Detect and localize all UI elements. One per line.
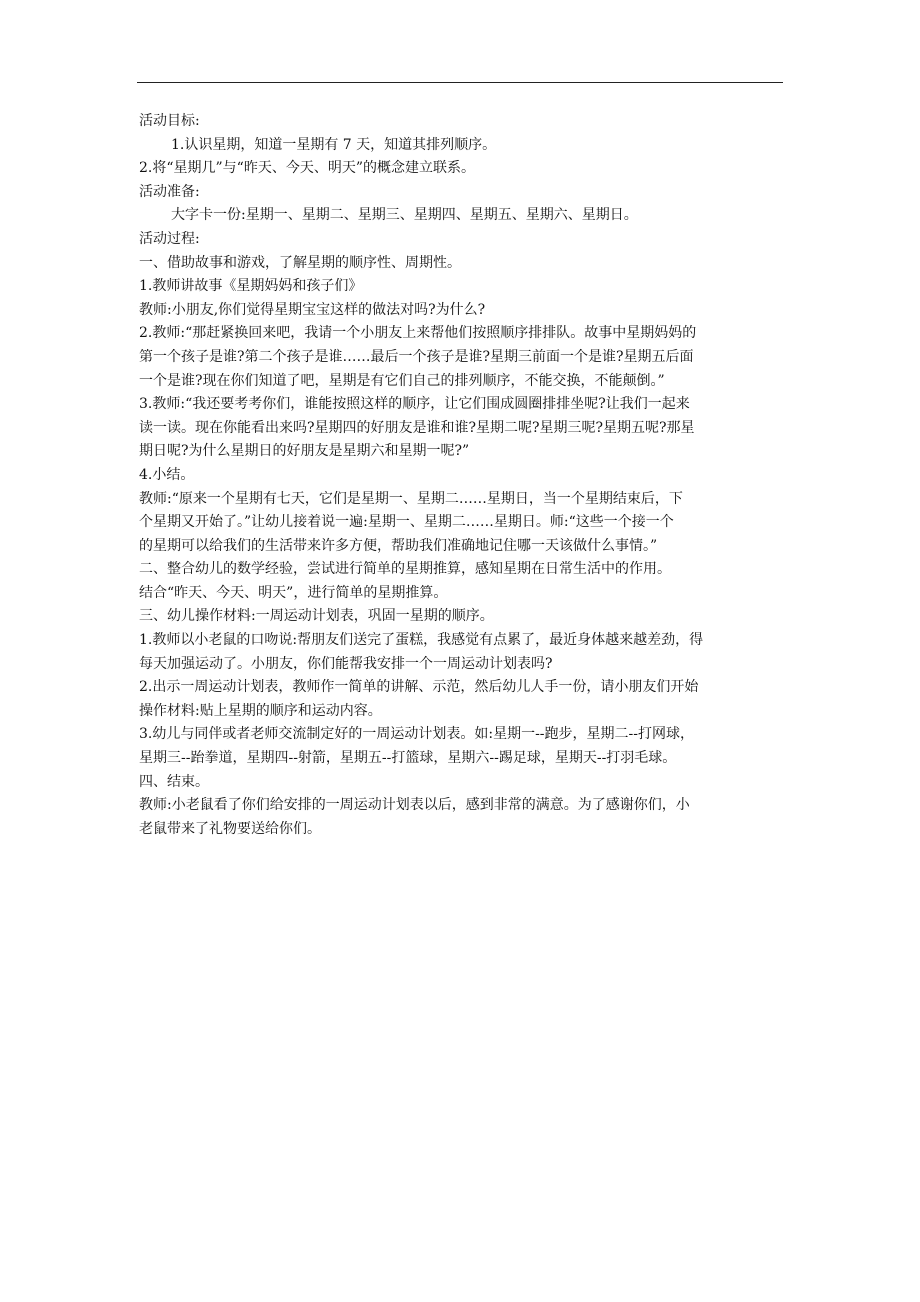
- text-line: 1.教师以小老鼠的口吻说:帮朋友们送完了蛋糕，我感觉有点累了，最近身体越来越差劲，得: [139, 632, 704, 649]
- text-line: 3.教师:“我还要考考你们，谁能按照这样的顺序，让它们围成圆圈排排坐呢?让我们一起来: [139, 396, 690, 413]
- document-body: [139, 110, 785, 841]
- text-line: 每天加强运动了。小朋友，你们能帮我安排一个一周运动计划表吗?: [139, 655, 553, 672]
- section-heading: 二、整合幼儿的数学经验，尝试进行简单的星期推算，感知星期在日常生活中的作用。: [139, 561, 671, 578]
- heading-preparation: 活动准备:: [139, 183, 200, 200]
- text-line: 教师:小老鼠看了你们给安排的一周运动计划表以后，感到非常的满意。为了感谢你们，小: [139, 797, 690, 814]
- text-line: 3.幼儿与同伴或者老师交流制定好的一周运动计划表。如:星期一--跑步，星期二--打网球，: [139, 726, 694, 743]
- text-line: 读一读。现在你能看出来吗?星期四的好朋友是谁和谁?星期二呢?星期三呢?星期五呢?那星: [139, 419, 695, 436]
- text-line: 2.将“星期几”与“昨天、今天、明天”的概念建立联系。: [139, 160, 475, 177]
- text-line: 操作材料:贴上星期的顺序和运动内容。: [139, 702, 382, 719]
- heading-objectives: 活动目标:: [139, 113, 200, 129]
- section-heading: 四、结束。: [139, 773, 209, 790]
- text-line: 2.出示一周运动计划表，教师作一简单的讲解、示范，然后幼儿人手一份，请小朋友们开始: [139, 679, 699, 696]
- heading-process: 活动过程:: [139, 230, 200, 247]
- text-line: 星期三--跆拳道，星期四--射箭，星期五--打篮球，星期六--踢足球，星期天--打羽毛球。: [139, 750, 677, 767]
- section-heading: 三、幼儿操作材料:一周运动计划表，巩固一星期的顺序。: [139, 608, 494, 625]
- header-rule: [137, 82, 783, 83]
- text-line: 的星期可以给我们的生活带来许多方便，帮助我们准确地记住哪一天该做什么事情。”: [139, 537, 658, 554]
- text-line: 4.小结。: [139, 466, 195, 483]
- text-line: 第一个孩子是谁?第二个孩子是谁……最后一个孩子是谁?星期三前面一个是谁?星期五后面: [139, 348, 694, 365]
- text-line: 1.认识星期，知道一星期有 7 天，知道其排列顺序。: [171, 136, 497, 153]
- text-line: 老鼠带来了礼物要送给你们。: [139, 820, 321, 837]
- text-line: 结合“昨天、今天、明天”，进行简单的星期推算。: [139, 584, 448, 601]
- text-line: 个星期又开始了。”让幼儿接着说一遍:星期一、星期二……星期日。师:“这些一个接一个: [139, 514, 674, 531]
- text-line: 教师:小朋友,你们觉得星期宝宝这样的做法对吗?为什么?: [139, 301, 486, 318]
- text-line: 大字卡一份:星期一、星期二、星期三、星期四、星期五、星期六、星期日。: [171, 207, 638, 224]
- section-heading: 一、借助故事和游戏，了解星期的顺序性、周期性。: [139, 254, 461, 271]
- text-line: 1.教师讲故事《星期妈妈和孩子们》: [139, 278, 363, 295]
- text-line: 教师:“原来一个星期有七天，它们是星期一、星期二……星期日，当一个星期结束后，下: [139, 490, 683, 507]
- text-line: 一个是谁?现在你们知道了吧，星期是有它们自己的排列顺序，不能交换，不能颠倒。”: [139, 372, 665, 389]
- text-line: 2.教师:“那赶紧换回来吧，我请一个小朋友上来帮他们按照顺序排排队。故事中星期妈妈的: [139, 325, 697, 342]
- text-line: 期日呢?为什么星期日的好朋友是星期六和星期一呢?”: [139, 443, 470, 460]
